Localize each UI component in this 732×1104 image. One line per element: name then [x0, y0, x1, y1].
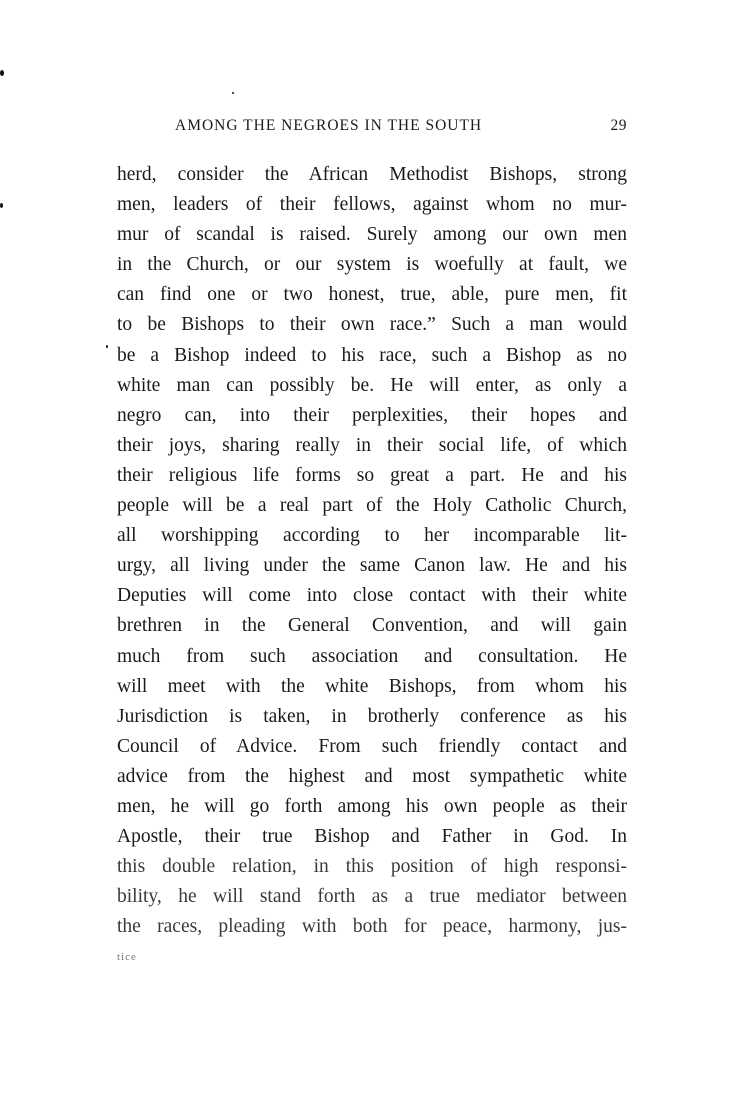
- text-line: bility, he will stand forth as a true mediator between: [117, 886, 627, 908]
- text-line: herd, consider the African Methodist Bishops, strong: [117, 164, 627, 185]
- text-line: tice: [117, 951, 137, 964]
- text-line: the races, pleading with both for peace, harmony, jus-: [117, 916, 627, 938]
- text-line: Apostle, their true Bishop and Father in God. In: [117, 826, 627, 848]
- text-line: can find one or two honest, true, able, pure men, fit: [117, 284, 627, 306]
- text-line: their joys, sharing really in their social life, of which: [117, 434, 627, 456]
- text-line: men, leaders of their fellows, against whom no mur-: [117, 194, 627, 216]
- text-line: white man can possibly be. He will enter, as only a: [117, 374, 627, 396]
- text-line: will meet with the white Bishops, from whom his: [117, 675, 627, 697]
- text-line: Council of Advice. From such friendly contact and: [117, 735, 627, 757]
- text-line: Jurisdiction is taken, in brotherly conference as his: [117, 705, 627, 727]
- running-head: [175, 117, 627, 139]
- text-line: brethren in the General Convention, and will gain: [117, 615, 627, 637]
- text-line: advice from the highest and most sympathetic white: [117, 765, 627, 787]
- margin-speck: [0, 70, 4, 76]
- text-line: people will be a real part of the Holy Catholic Church,: [117, 495, 627, 517]
- text-line: urgy, all living under the same Canon law. He and his: [117, 555, 627, 577]
- margin-speck: [106, 345, 108, 348]
- text-line: be a Bishop indeed to his race, such a Bishop as no: [117, 344, 627, 366]
- page-number: 29: [610, 117, 627, 134]
- body-paragraph: [117, 160, 627, 973]
- text-line: negro can, into their perplexities, their hopes and: [117, 404, 627, 426]
- running-title: AMONG THE NEGROES IN THE SOUTH: [175, 117, 483, 134]
- margin-speck: [232, 92, 234, 94]
- text-line: to be Bishops to their own race.” Such a man would: [117, 314, 627, 336]
- text-line: in the Church, or our system is woefully at fault, we: [117, 254, 627, 276]
- text-line: Deputies will come into close contact with their white: [117, 585, 627, 607]
- text-line: mur of scandal is raised. Surely among our own men: [117, 224, 627, 246]
- margin-speck: [0, 203, 3, 208]
- text-line: this double relation, in this position of high responsi-: [117, 856, 627, 878]
- text-line: much from such association and consultation. He: [117, 645, 627, 667]
- text-line: all worshipping according to her incomparable lit-: [117, 525, 627, 547]
- text-line: their religious life forms so great a part. He and his: [117, 464, 627, 486]
- text-line: men, he will go forth among his own people as their: [117, 795, 627, 817]
